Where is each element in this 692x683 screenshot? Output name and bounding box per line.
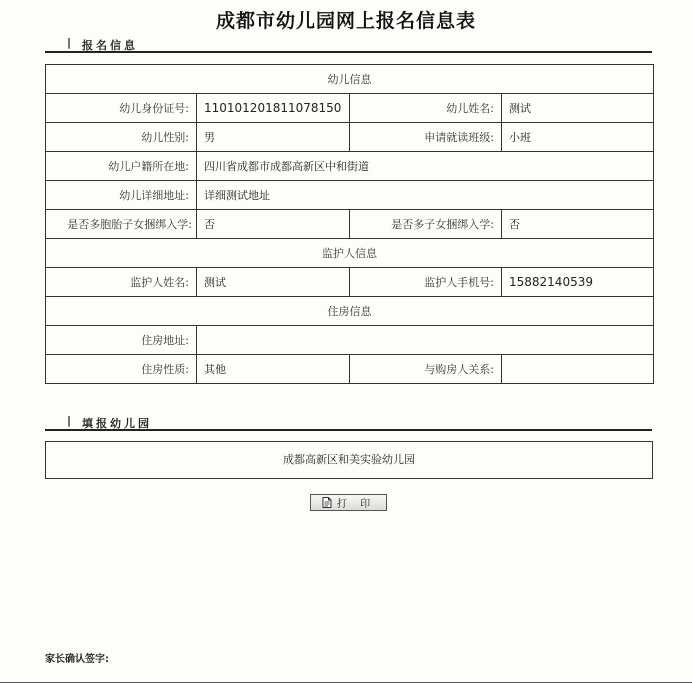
- section-header-enroll-info: [45, 38, 652, 53]
- address-value: 详细测试地址: [197, 181, 654, 210]
- child-gender-label: 幼儿性别:: [46, 123, 197, 152]
- guardian-name-label: 监护人姓名:: [46, 268, 197, 297]
- guardian-info-header: 监护人信息: [46, 239, 654, 268]
- housing-info-header: 住房信息: [46, 297, 654, 326]
- housing-type-label: 住房性质:: [46, 355, 197, 384]
- section-label: 填报幼儿园: [82, 417, 152, 430]
- guardian-name-value: 测试: [197, 268, 350, 297]
- table-row: [46, 181, 654, 210]
- table-row: [46, 297, 654, 326]
- section-bar: |: [67, 36, 72, 49]
- table-row: [46, 94, 654, 123]
- child-id-value: 110101201811078150: [197, 94, 350, 123]
- table-row: [46, 355, 654, 384]
- enrollment-info-table: [45, 64, 654, 384]
- print-button-label: 打 印: [336, 499, 376, 510]
- kindergarten-name: 成都高新区和美实验幼儿园: [45, 441, 653, 479]
- table-row: [46, 239, 654, 268]
- page-title: 成都市幼儿园网上报名信息表: [215, 10, 476, 32]
- document-icon: [322, 497, 332, 508]
- print-button[interactable]: [310, 494, 387, 511]
- grade-label: 申请就读班级:: [350, 123, 502, 152]
- section-label: 报名信息: [82, 39, 138, 52]
- child-name-label: 幼儿姓名:: [350, 94, 502, 123]
- twins-bundle-value: 否: [197, 210, 350, 239]
- grade-value: 小班: [502, 123, 654, 152]
- child-gender-value: 男: [197, 123, 350, 152]
- table-row: [46, 268, 654, 297]
- table-row: [46, 123, 654, 152]
- hukou-value: 四川省成都市成都高新区中和街道: [197, 152, 654, 181]
- guardian-phone-label: 监护人手机号:: [350, 268, 502, 297]
- table-row: [46, 210, 654, 239]
- multi-child-bundle-value: 否: [502, 210, 654, 239]
- multi-child-bundle-label: 是否多子女捆绑入学:: [350, 210, 502, 239]
- child-name-value: 测试: [502, 94, 654, 123]
- housing-type-value: 其他: [197, 355, 350, 384]
- table-row: [46, 326, 654, 355]
- section-bar: |: [67, 414, 72, 427]
- housing-address-label: 住房地址:: [46, 326, 197, 355]
- twins-bundle-label: 是否多胞胎子女捆绑入学:: [46, 210, 197, 239]
- table-row: [46, 152, 654, 181]
- child-id-label: 幼儿身份证号:: [46, 94, 197, 123]
- buyer-relation-value: [502, 355, 654, 384]
- buyer-relation-label: 与购房人关系:: [350, 355, 502, 384]
- parent-signature-label: 家长确认签字:: [45, 654, 109, 665]
- housing-address-value: [197, 326, 654, 355]
- section-header-kindergarten: [45, 416, 652, 431]
- table-row: [46, 65, 654, 94]
- address-label: 幼儿详细地址:: [46, 181, 197, 210]
- child-info-header: 幼儿信息: [46, 65, 654, 94]
- guardian-phone-value: 15882140539: [502, 268, 654, 297]
- hukou-label: 幼儿户籍所在地:: [46, 152, 197, 181]
